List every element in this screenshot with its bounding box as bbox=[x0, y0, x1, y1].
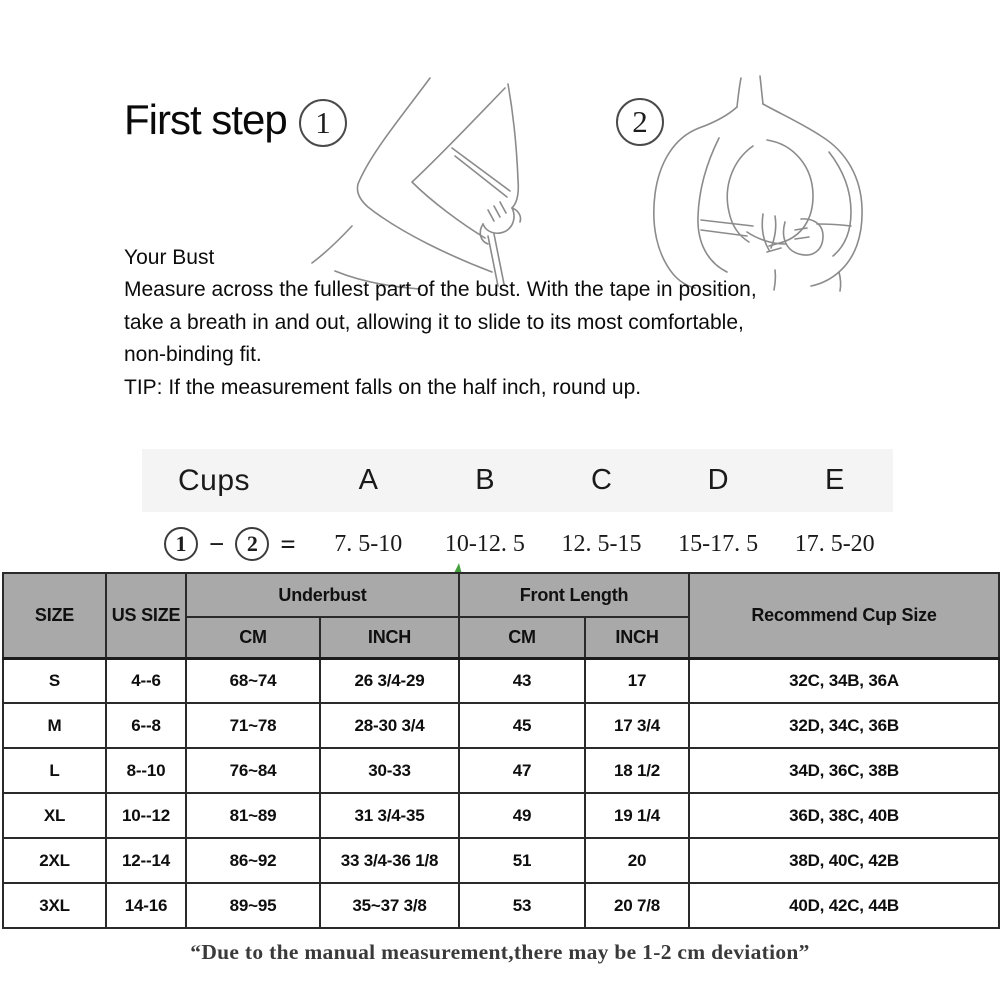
col-header-size: SIZE bbox=[3, 573, 106, 658]
table-cell: 28-30 3/4 bbox=[320, 703, 459, 748]
table-cell: 76~84 bbox=[186, 748, 320, 793]
table-cell: 17 3/4 bbox=[585, 703, 689, 748]
table-row bbox=[3, 793, 999, 838]
cup-letter-c: C bbox=[591, 464, 612, 496]
cup-letter-e: E bbox=[825, 464, 845, 496]
table-row bbox=[3, 838, 999, 883]
table-cell: 26 3/4-29 bbox=[320, 658, 459, 703]
size-cell: S bbox=[3, 658, 106, 703]
table-cell: 10--12 bbox=[106, 793, 186, 838]
col-header-recommend-cup: Recommend Cup Size bbox=[689, 573, 999, 658]
cup-letter-b: B bbox=[475, 464, 495, 496]
size-table-body bbox=[3, 658, 999, 928]
cup-range-e: 17. 5-20 bbox=[794, 530, 875, 557]
cup-range-a: 7. 5-10 bbox=[334, 530, 403, 557]
table-cell: 51 bbox=[459, 838, 585, 883]
size-cell: 2XL bbox=[3, 838, 106, 883]
table-cell: 30-33 bbox=[320, 748, 459, 793]
col-header-front-length: Front Length bbox=[459, 573, 689, 617]
table-cell: 68~74 bbox=[186, 658, 320, 703]
table-cell: 36D, 38C, 40B bbox=[689, 793, 999, 838]
table-cell: 49 bbox=[459, 793, 585, 838]
cup-formula-row bbox=[142, 523, 893, 565]
size-cell: M bbox=[3, 703, 106, 748]
col-header-us-size: US SIZE bbox=[106, 573, 186, 658]
table-cell: 45 bbox=[459, 703, 585, 748]
col-header-front-cm: CM bbox=[459, 617, 585, 658]
deviation-note: “Due to the manual measurement,there may be 1-2 cm deviation” bbox=[190, 940, 810, 964]
table-cell: 18 1/2 bbox=[585, 748, 689, 793]
table-cell: 47 bbox=[459, 748, 585, 793]
instruction-line: non-binding fit. bbox=[124, 343, 262, 367]
instruction-line: Measure across the fullest part of the bust. With the tape in position, bbox=[124, 278, 757, 302]
table-cell: 34D, 36C, 38B bbox=[689, 748, 999, 793]
col-header-underbust-inch: INCH bbox=[320, 617, 459, 658]
cups-header-band bbox=[142, 449, 893, 512]
cup-range-d: 15-17. 5 bbox=[678, 530, 759, 557]
instruction-line: TIP: If the measurement falls on the half inch, round up. bbox=[124, 375, 642, 399]
table-row bbox=[3, 883, 999, 928]
col-header-underbust-cm: CM bbox=[186, 617, 320, 658]
size-cell: 3XL bbox=[3, 883, 106, 928]
table-cell: 32D, 34C, 36B bbox=[689, 703, 999, 748]
cup-formula-expression bbox=[142, 527, 296, 561]
table-cell: 38D, 40C, 42B bbox=[689, 838, 999, 883]
instruction-line: take a breath in and out, allowing it to slide to its most comfortable, bbox=[124, 310, 744, 334]
formula-step-1-badge: 1 bbox=[164, 527, 198, 561]
formula-step-2-badge: 2 bbox=[235, 527, 269, 561]
table-cell: 14-16 bbox=[106, 883, 186, 928]
table-row bbox=[3, 703, 999, 748]
step-1-number: 1 bbox=[315, 105, 331, 140]
table-cell: 35~37 3/8 bbox=[320, 883, 459, 928]
table-cell: 43 bbox=[459, 658, 585, 703]
table-cell: 71~78 bbox=[186, 703, 320, 748]
size-cell: L bbox=[3, 748, 106, 793]
table-row bbox=[3, 658, 999, 703]
size-cell: XL bbox=[3, 793, 106, 838]
cup-range-c: 12. 5-15 bbox=[561, 530, 642, 557]
cup-range-b: 10-12. 5 bbox=[444, 530, 525, 557]
size-table bbox=[2, 572, 1000, 929]
table-cell: 20 bbox=[585, 838, 689, 883]
table-cell: 33 3/4-36 1/8 bbox=[320, 838, 459, 883]
minus-sign: − bbox=[209, 528, 225, 559]
table-cell: 86~92 bbox=[186, 838, 320, 883]
table-row bbox=[3, 748, 999, 793]
table-cell: 12--14 bbox=[106, 838, 186, 883]
equals-sign: = bbox=[280, 528, 296, 559]
table-cell: 40D, 42C, 44B bbox=[689, 883, 999, 928]
col-header-front-inch: INCH bbox=[585, 617, 689, 658]
instructions-subtitle: Your Bust bbox=[124, 246, 215, 269]
table-cell: 20 7/8 bbox=[585, 883, 689, 928]
table-cell: 81~89 bbox=[186, 793, 320, 838]
table-cell: 31 3/4-35 bbox=[320, 793, 459, 838]
table-cell: 53 bbox=[459, 883, 585, 928]
table-cell: 89~95 bbox=[186, 883, 320, 928]
page-title: First step bbox=[124, 96, 287, 143]
cups-label: Cups bbox=[178, 463, 251, 497]
table-cell: 32C, 34B, 36A bbox=[689, 658, 999, 703]
cup-letter-a: A bbox=[358, 464, 378, 496]
table-cell: 17 bbox=[585, 658, 689, 703]
size-table-header bbox=[3, 573, 999, 658]
col-header-underbust: Underbust bbox=[186, 573, 459, 617]
cup-letter-d: D bbox=[707, 464, 729, 496]
step-2-number: 2 bbox=[632, 104, 648, 139]
table-cell: 6--8 bbox=[106, 703, 186, 748]
table-cell: 19 1/4 bbox=[585, 793, 689, 838]
instructions-block bbox=[124, 242, 757, 404]
table-cell: 4--6 bbox=[106, 658, 186, 703]
table-cell: 8--10 bbox=[106, 748, 186, 793]
